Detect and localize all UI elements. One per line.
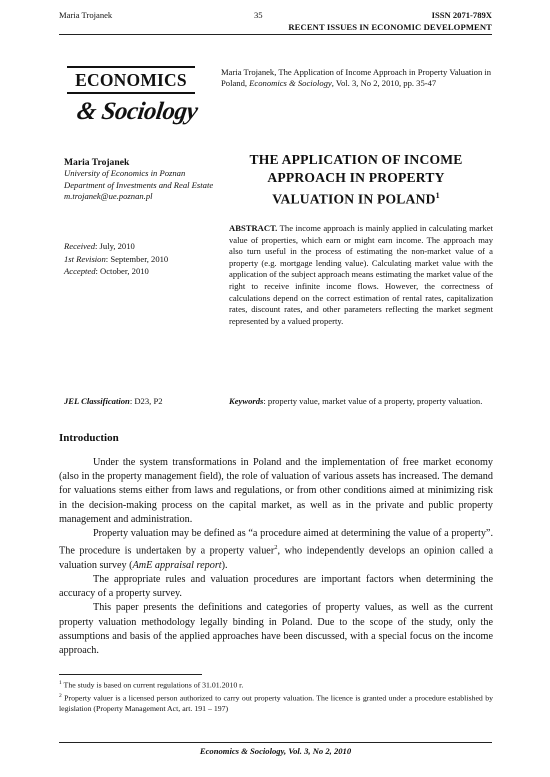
- jel-classification: [64, 396, 214, 406]
- date-accepted-label: Accepted: [64, 266, 96, 276]
- keywords-value: : property value, market value of a property, property valuation.: [263, 396, 483, 406]
- title-line-1: THE APPLICATION OF INCOME: [249, 152, 463, 167]
- footnote-2: [59, 691, 493, 715]
- abstract-label: ABSTRACT.: [229, 223, 278, 233]
- author-affiliation-1: University of Economics in Poznan: [64, 168, 186, 179]
- keywords: [229, 396, 493, 408]
- date-revision: [64, 253, 229, 266]
- date-received-label: Received: [64, 241, 96, 251]
- paragraph-2-c: ).: [221, 559, 228, 571]
- section-heading: Introduction: [59, 432, 119, 444]
- keywords-label: Keywords: [229, 396, 264, 406]
- logo-bar-bottom: [67, 92, 195, 94]
- citation: [221, 67, 493, 90]
- date-received-value: : July, 2010: [95, 241, 135, 251]
- date-revision-value: : September, 2010: [105, 253, 169, 264]
- title-line-3: [220, 187, 492, 209]
- header-issn: ISSN 2071-789X: [431, 10, 492, 20]
- citation-text-b: , Vol. 3, No 2, 2010, pp. 35-47: [331, 78, 437, 89]
- footnotes: [59, 678, 493, 715]
- footnote-2-text: Property valuer is a licensed person authorized to carry out property valuation. The licence is granted under a procedure established by legislation (Property Management Act, art. 191 – 197): [59, 693, 493, 714]
- paragraph-2-a: Property valuation may be defined as “a procedure aimed at determining the value of a property”. The procedure is undertaken by a property valuer: [59, 528, 493, 557]
- jel-label: JEL Classification: [64, 396, 130, 406]
- citation-journal: Economics & Sociology: [249, 78, 332, 89]
- author-block: [64, 157, 229, 203]
- footnote-2-marker: 2: [59, 693, 62, 700]
- article-dates: [64, 240, 229, 278]
- paragraph-3: The appropriate rules and valuation procedures are important factors when determining the accuracy of a property survey.: [59, 574, 493, 600]
- logo-word: ECONOMICS: [75, 70, 187, 90]
- paragraph-4: This paper presents the definitions and categories of property values, as well as the current property valuation methodology legally binding in Poland. Due to the scope of the study, only the assumptions and basis of the applied approaches have been discussed, with a special focus on the income approach.: [59, 602, 493, 657]
- date-accepted-value: : October, 2010: [95, 266, 149, 276]
- citation-text-a: Maria Trojanek, The Application of Income Approach in Property Valuation in Poland,: [221, 67, 492, 89]
- jel-value: : D23, P2: [129, 396, 163, 406]
- author-name: Maria Trojanek: [64, 157, 130, 168]
- footnote-1: [59, 678, 493, 691]
- paragraph-2: [59, 527, 493, 573]
- author-email[interactable]: m.trojanek@ue.poznan.pl: [64, 191, 153, 202]
- header-rule: [59, 34, 492, 35]
- header-page-number: 35: [254, 10, 263, 20]
- date-received: [64, 240, 229, 253]
- abstract: [229, 223, 493, 327]
- paragraph-2-b: , who independently develops an opinion called a valuation survey (: [59, 545, 493, 571]
- footnote-rule: [59, 674, 202, 675]
- date-revision-label: 1st Revision: [64, 253, 106, 264]
- journal-logo: [59, 60, 203, 140]
- abstract-text: The income approach is mainly applied in calculating market value of properties, which earn or might earn income. The approach may also turn useful in the process of estimating the non-market value of a property (e.g. mortgage lending value). Calculating market value with the application of the subject approach means estimating the market value of the right to receive infinite income flows. However, the correctness of calculations depend on the correct estimation of rental rates, capitalization rates, discount rates, and other parameters reflecting the market segment represented by a valued property.: [229, 223, 493, 326]
- title-line-2: APPROACH IN PROPERTY: [267, 170, 445, 185]
- date-accepted: [64, 265, 229, 278]
- author-affiliation-2: Department of Investments and Real Estate: [64, 179, 214, 190]
- logo-script: & Sociology: [75, 98, 200, 125]
- header-series: RECENT ISSUES IN ECONOMIC DEVELOPMENT: [288, 22, 492, 32]
- paragraph-2-italic: AmE appraisal report: [132, 559, 222, 571]
- logo-wordmark: [67, 66, 195, 90]
- title-footnote-marker[interactable]: 1: [435, 191, 440, 200]
- title-line-3-text: VALUATION IN POLAND: [272, 191, 436, 207]
- paragraph-1: Under the system transformations in Poland and the implementation of free market economy (also in the property management field), the role of valuation of various assets has increased. The demand for valuations stems either from laws and regulations, or from other conditions aimed at minimizing risk in the decision-making process on the capital market, as well as in the private and public property management and administration.: [59, 457, 493, 525]
- footnote-marker-2[interactable]: 2: [274, 544, 278, 552]
- header-author: Maria Trojanek: [59, 10, 113, 20]
- logo-bar-top: [67, 66, 195, 68]
- running-footer: Economics & Sociology, Vol. 3, No 2, 2010: [199, 746, 352, 756]
- footnote-1-marker: 1: [59, 680, 62, 686]
- paper-title: [220, 151, 492, 209]
- footnote-1-text: The study is based on current regulations of 31.01.2010 r.: [61, 680, 244, 690]
- body-text: [59, 456, 493, 658]
- footer-rule: [59, 742, 492, 743]
